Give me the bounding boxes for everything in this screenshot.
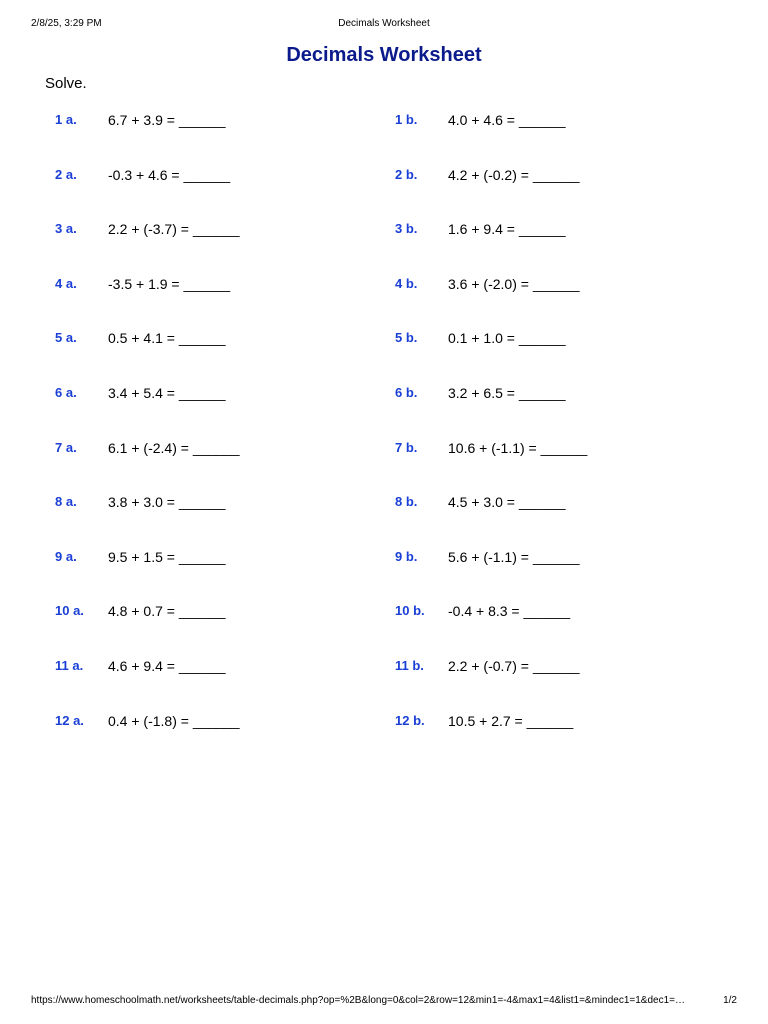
problem-item <box>395 492 715 512</box>
problem-item <box>395 711 715 731</box>
problem-item <box>395 547 715 567</box>
problem-expression: 6.1 + (-2.4) = ______ <box>108 440 240 456</box>
problem-item <box>55 328 375 348</box>
problem-item <box>395 274 715 294</box>
problem-expression: 0.4 + (-1.8) = ______ <box>108 713 240 729</box>
problem-expression: 0.5 + 4.1 = ______ <box>108 330 226 346</box>
problem-item <box>55 492 375 512</box>
problem-label: 3 a. <box>55 221 77 236</box>
instructions: Solve. <box>45 75 87 92</box>
problem-item <box>395 438 715 458</box>
problem-expression: 3.6 + (-2.0) = ______ <box>448 276 580 292</box>
problem-expression: -0.3 + 4.6 = ______ <box>108 167 231 183</box>
print-footer <box>31 994 737 1008</box>
problem-item <box>55 547 375 567</box>
problem-expression: -0.4 + 8.3 = ______ <box>448 603 571 619</box>
problem-label: 4 b. <box>395 276 418 291</box>
problem-item <box>55 656 375 676</box>
problem-expression: 10.5 + 2.7 = ______ <box>448 713 574 729</box>
problem-item <box>395 601 715 621</box>
problem-item <box>55 383 375 403</box>
problem-expression: 0.1 + 1.0 = ______ <box>448 330 566 346</box>
problem-label: 5 a. <box>55 330 77 345</box>
problem-label: 9 a. <box>55 549 77 564</box>
problem-expression: 4.0 + 4.6 = ______ <box>448 112 566 128</box>
print-page-number: 1/2 <box>723 995 737 1006</box>
problem-item <box>55 274 375 294</box>
problem-label: 10 b. <box>395 603 425 618</box>
problem-expression: 2.2 + (-3.7) = ______ <box>108 221 240 237</box>
problem-label: 7 a. <box>55 440 77 455</box>
problem-expression: 1.6 + 9.4 = ______ <box>448 221 566 237</box>
problem-label: 3 b. <box>395 221 418 236</box>
problem-item <box>55 110 375 130</box>
problem-label: 11 a. <box>55 658 84 673</box>
problem-expression: -3.5 + 1.9 = ______ <box>108 276 231 292</box>
problem-label: 1 a. <box>55 112 77 127</box>
problem-expression: 4.2 + (-0.2) = ______ <box>448 167 580 183</box>
problem-expression: 4.6 + 9.4 = ______ <box>108 658 226 674</box>
problem-label: 2 a. <box>55 167 77 182</box>
problem-label: 12 b. <box>395 713 425 728</box>
problem-label: 8 a. <box>55 494 77 509</box>
problem-item <box>55 165 375 185</box>
problem-label: 6 b. <box>395 385 418 400</box>
problem-item <box>55 711 375 731</box>
problem-item <box>395 328 715 348</box>
problem-expression: 2.2 + (-0.7) = ______ <box>448 658 580 674</box>
problem-label: 1 b. <box>395 112 418 127</box>
problem-item <box>395 219 715 239</box>
problem-label: 7 b. <box>395 440 418 455</box>
problem-item <box>55 219 375 239</box>
problem-expression: 6.7 + 3.9 = ______ <box>108 112 226 128</box>
problem-expression: 5.6 + (-1.1) = ______ <box>448 549 580 565</box>
problem-label: 12 a. <box>55 713 84 728</box>
print-url: https://www.homeschoolmath.net/worksheets/table-decimals.php?op=%2B&long=0&col=2&row=12&min1=-4&max1=4&list1=&mindec1=1&dec1=… <box>31 995 685 1006</box>
print-title: Decimals Worksheet <box>338 18 430 29</box>
problem-expression: 9.5 + 1.5 = ______ <box>108 549 226 565</box>
problem-expression: 10.6 + (-1.1) = ______ <box>448 440 588 456</box>
problem-expression: 4.5 + 3.0 = ______ <box>448 494 566 510</box>
page-title: Decimals Worksheet <box>286 44 482 66</box>
problem-expression: 3.4 + 5.4 = ______ <box>108 385 226 401</box>
problem-label: 10 a. <box>55 603 84 618</box>
problem-expression: 3.2 + 6.5 = ______ <box>448 385 566 401</box>
problem-item <box>395 165 715 185</box>
problem-item <box>55 438 375 458</box>
problem-label: 6 a. <box>55 385 77 400</box>
problem-item <box>395 383 715 403</box>
problem-label: 8 b. <box>395 494 418 509</box>
problem-item <box>395 110 715 130</box>
problem-label: 9 b. <box>395 549 418 564</box>
problem-item <box>55 601 375 621</box>
problem-label: 11 b. <box>395 658 424 673</box>
problem-label: 2 b. <box>395 167 418 182</box>
problem-label: 4 a. <box>55 276 77 291</box>
problem-item <box>395 656 715 676</box>
problem-label: 5 b. <box>395 330 418 345</box>
problem-expression: 3.8 + 3.0 = ______ <box>108 494 226 510</box>
problem-expression: 4.8 + 0.7 = ______ <box>108 603 226 619</box>
print-date: 2/8/25, 3:29 PM <box>31 18 102 29</box>
